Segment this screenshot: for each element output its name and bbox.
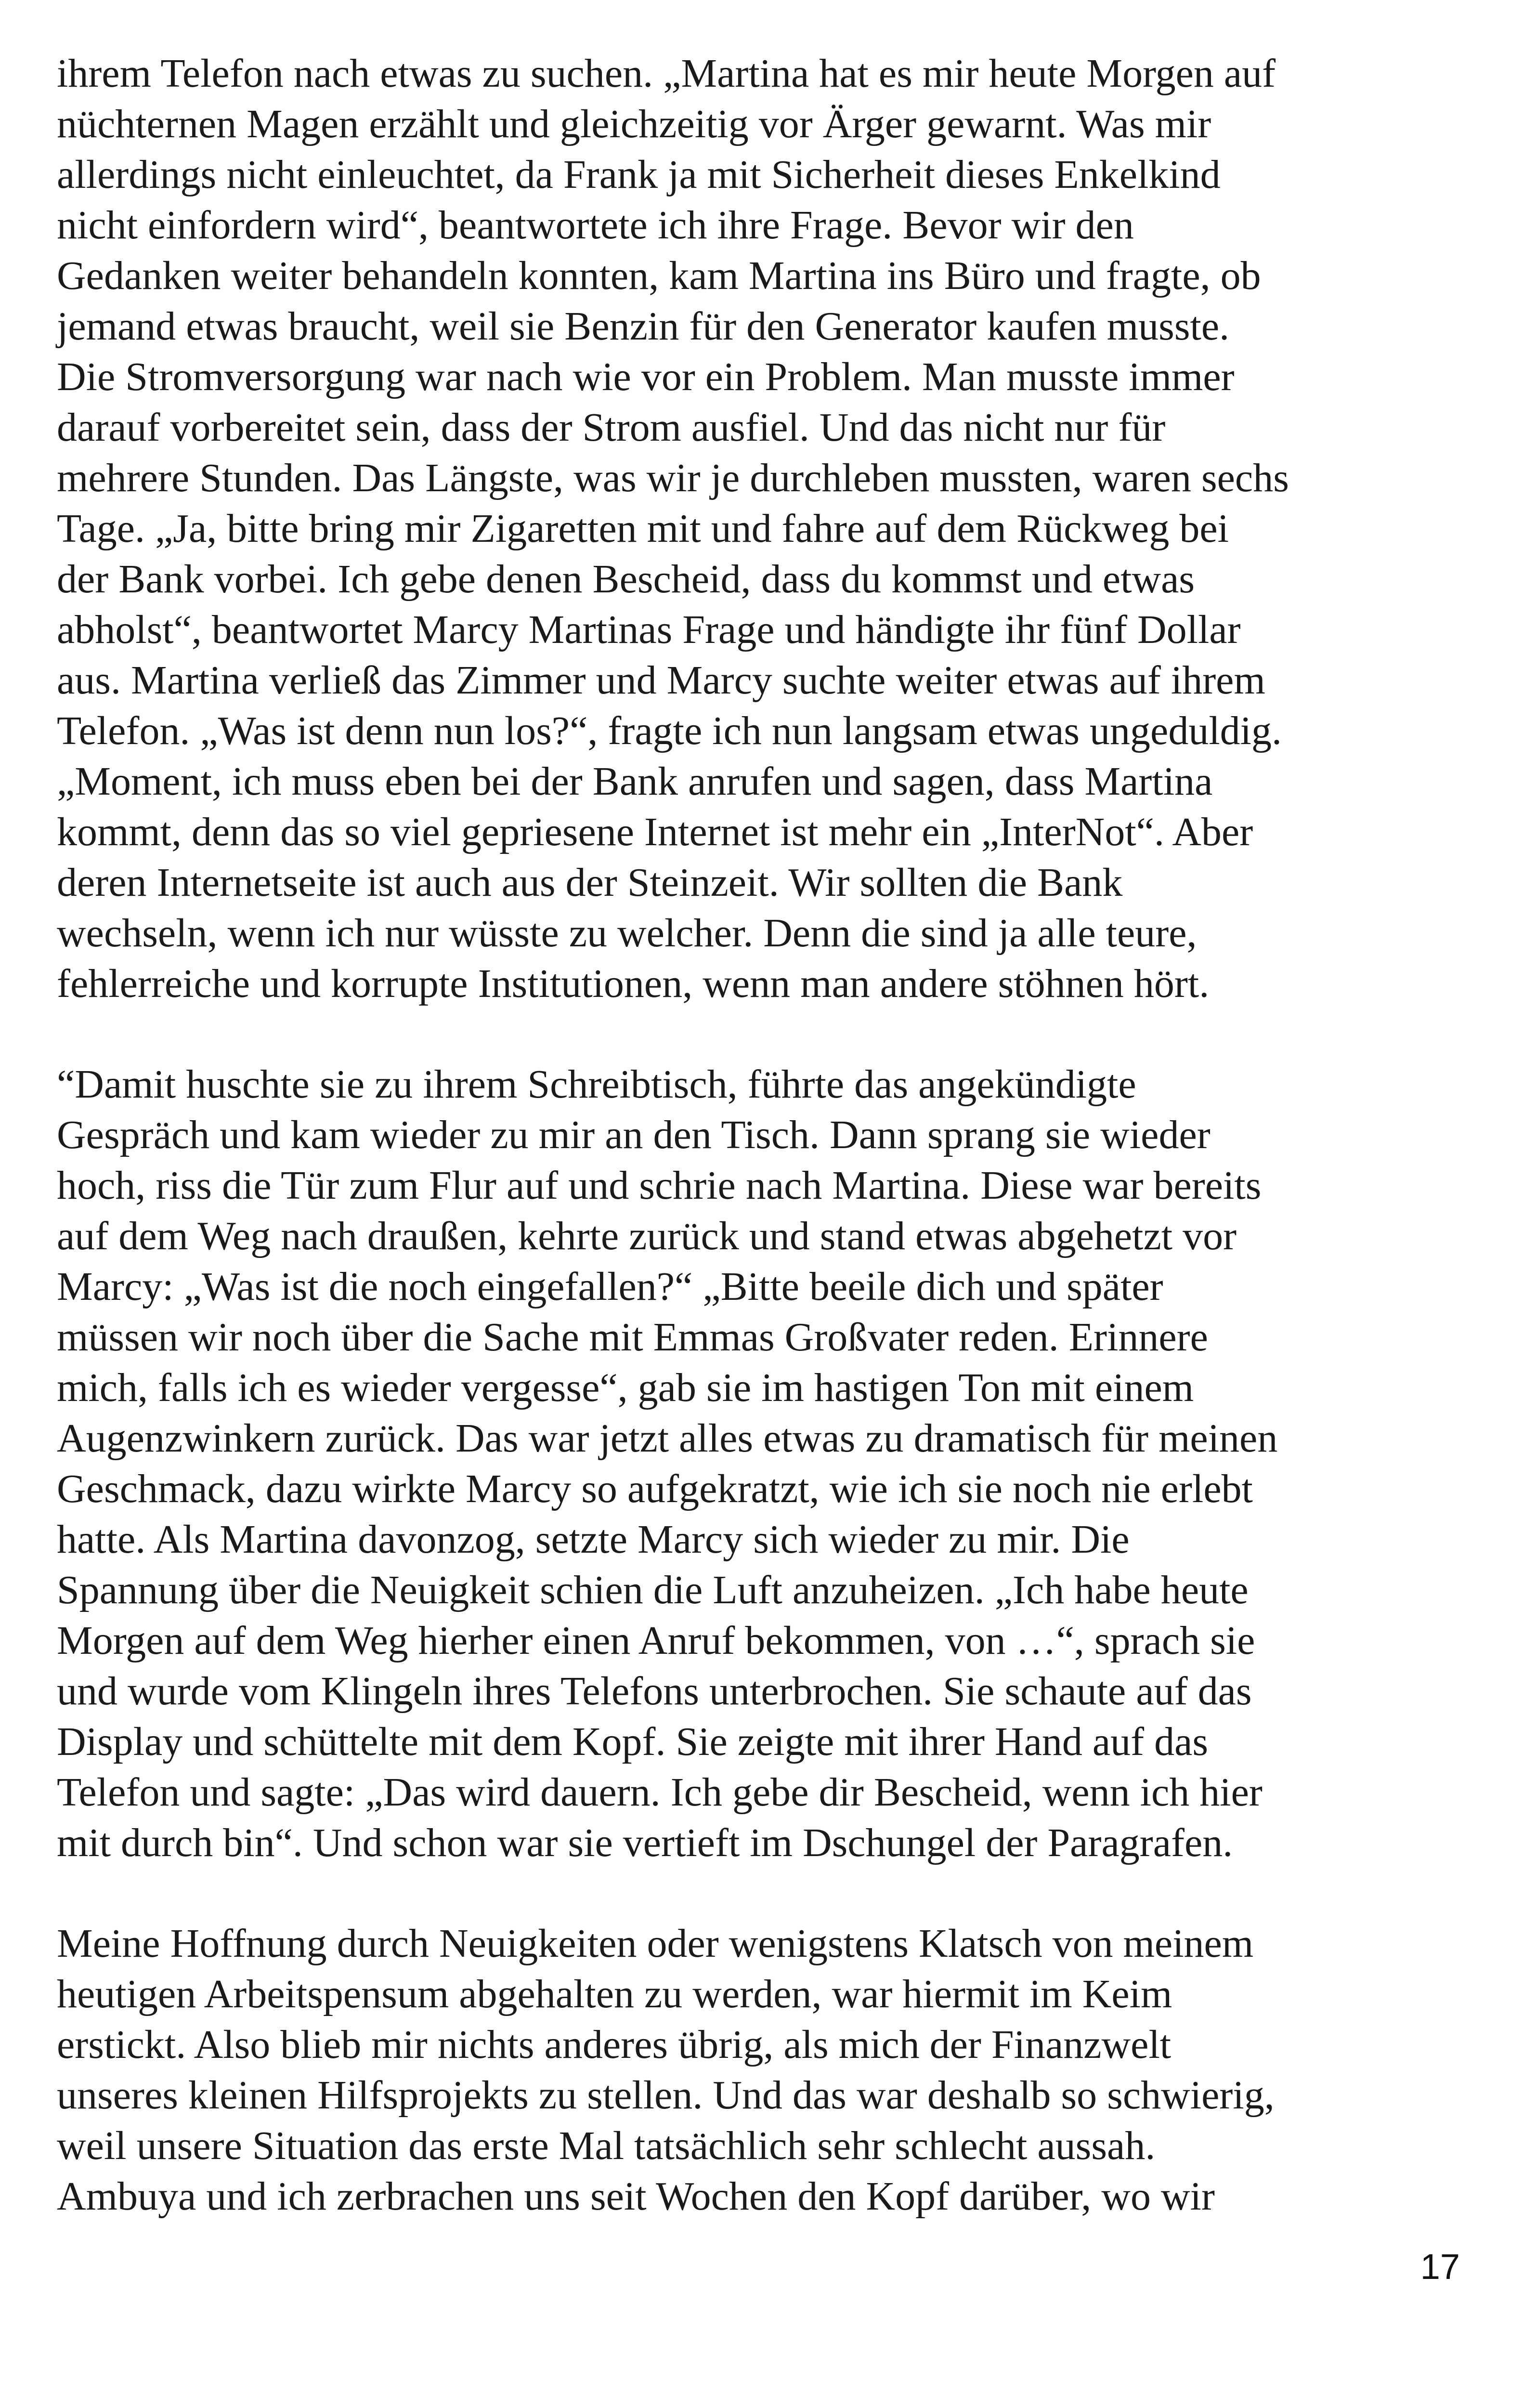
paragraph-3: Meine Hoffnung durch Neuigkeiten oder wenigstens Klatsch von meinem heutigen Arbeitspensum abgehalten zu werden, war hiermit im Keim erstickt. Also blieb mir nichts anderes übrig, als mich der Finanzwelt unseres kleinen Hilfsprojekts zu stellen. Und das war deshalb so schwierig, weil unsere Situation das erste Mal tatsächlich sehr schlecht aussah. Ambuya und ich zerbrachen uns seit Wochen den Kopf darüber, wo wir bbox=[57, 1921, 1275, 2219]
paragraph-1: ihrem Telefon nach etwas zu suchen. „Martina hat es mir heute Morgen auf nüchternen Magen erzählt und gleichzeitig vor Ärger gewarnt. Was mir allerdings nicht einleuchtet, da Frank ja mit Sicherheit dieses Enkelkind nicht einfordern wird“, beantwortete ich ihre Frage. Bevor wir den Gedanken weiter behandeln konnten, kam Martina ins Büro und fragte, ob jemand etwas braucht, weil sie Benzin für den Generator kaufen musste. Die Stromversorgung war nach wie vor ein Problem. Man musste immer darauf vorbereitet sein, dass der Strom ausfiel. Und das nicht nur für mehrere Stunden. Das Längste, was wir je durchleben mussten, waren sechs Tage. „Ja, bitte bring mir Zigaretten mit und fahre auf dem Rückweg bei der Bank vorbei. Ich gebe denen Bescheid, dass du kommst und etwas abholst“, beantwortet Marcy Martinas Frage und händigte ihr fünf Dollar aus. Martina verließ das Zimmer und Marcy suchte weiter etwas auf ihrem Telefon. „Was ist denn nun los?“, fragte ich nun langsam etwas ungeduldig. „Moment, ich muss eben bei der Bank anrufen und sagen, dass Martina kommt, denn das so viel gepriesene Internet ist mehr ein „InterNot“. Aber deren Internetseite ist auch aus der Steinzeit. Wir sollten die Bank wechseln, wenn ich nur wüsste zu welcher. Denn die sind ja alle teure, fehlerreiche und korrupte Institutionen, wenn man andere stöhnen hört. bbox=[57, 51, 1289, 1006]
paragraph-2: “Damit huschte sie zu ihrem Schreibtisch, führte das angekündigte Gespräch und kam wieder zu mir an den Tisch. Dann sprang sie wieder hoch, riss die Tür zum Flur auf und schrie nach Martina. Diese war bereits auf dem Weg nach draußen, kehrte zurück und stand etwas abgehetzt vor Marcy: „Was ist die noch eingefallen?“ „Bitte beeile dich und später müssen wir noch über die Sache mit Emmas Großvater reden. Erinnere mich, falls ich es wieder vergesse“, gab sie im hastigen Ton mit einem Augenzwinkern zurück. Das war jetzt alles etwas zu dramatisch für meinen Geschmack, dazu wirkte Marcy so aufgekratzt, wie ich sie noch nie erlebt hatte. Als Martina davonzog, setzte Marcy sich wieder zu mir. Die Spannung über die Neuigkeit schien die Luft anzuheizen. „Ich habe heute Morgen auf dem Weg hierher einen Anruf bekommen, von …“, sprach sie und wurde vom Klingeln ihres Telefons unterbrochen. Sie schaute auf das Display und schüttelte mit dem Kopf. Sie zeigte mit ihrer Hand auf das Telefon und sagte: „Das wird dauern. Ich gebe dir Bescheid, wenn ich hier mit durch bin“. Und schon war sie vertieft im Dschungel der Paragrafen. bbox=[57, 1062, 1278, 1865]
body-text bbox=[57, 48, 1415, 2222]
page-number: 17 bbox=[1420, 2247, 1460, 2287]
